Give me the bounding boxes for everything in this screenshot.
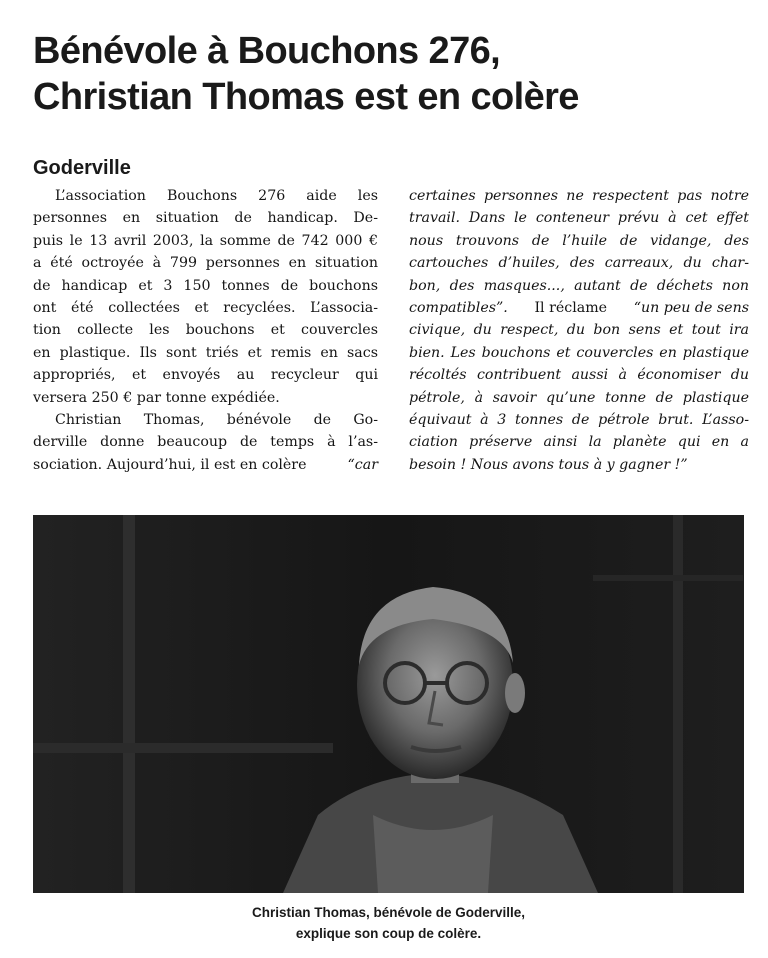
body-line	[33, 454, 378, 476]
body-line: derville donne beaucoup de temps à l’as-	[33, 434, 378, 451]
body-line-text: Il réclame	[534, 299, 608, 316]
body-line: de handicap et 3 150 tonnes de bouchons	[33, 277, 378, 294]
headline-line-1: Bénévole à Bouchons 276,	[33, 30, 501, 72]
body-line: cartouches d’huiles, des carreaux, du char-	[409, 255, 749, 272]
body-line-quote-start: “car	[347, 456, 378, 473]
article-body-left-column	[33, 185, 378, 476]
portrait-photo	[33, 515, 744, 893]
body-line: ciation préserve ainsi la planète qui en a	[409, 434, 749, 451]
dateline: Goderville	[33, 157, 131, 179]
body-line: personnes en situation de handicap. De-	[33, 210, 378, 227]
body-line: appropriés, et envoyés au recycleur qui	[33, 367, 378, 384]
body-line: L’association Bouchons 276 aide les	[55, 188, 378, 204]
body-line: en plastique. Ils sont triés et remis en sacs	[33, 344, 378, 361]
body-line: récoltés contribuent aussi à économiser du	[409, 367, 749, 384]
photo-caption	[33, 902, 744, 944]
body-line: bien. Les bouchons et couvercles en plastique	[409, 344, 749, 361]
body-line-quote-start: “un peu de sens	[633, 299, 749, 316]
body-line: travail. Dans le conteneur prévu à cet effet	[409, 210, 749, 227]
body-line: pétrole, à savoir qu’une tonne de plastique	[409, 389, 749, 406]
body-line: Christian Thomas, bénévole de Go-	[55, 411, 378, 428]
headline	[33, 28, 733, 120]
body-line: certaines personnes ne respectent pas notre	[409, 188, 749, 204]
caption-line-2: explique son coup de colère.	[295, 926, 482, 941]
body-line: puis le 13 avril 2003, la somme de 742 000 €	[33, 232, 378, 249]
body-line: bon, des masques..., autant de déchets non	[409, 277, 749, 294]
body-line: besoin ! Nous avons tous à y gagner !”	[409, 456, 688, 473]
body-line: nous trouvons de l’huile de vidange, des	[409, 232, 749, 249]
article-body-right-column	[409, 185, 749, 476]
body-line: versera 250 € par tonne expédiée.	[33, 389, 280, 406]
body-line: a été octroyée à 799 personnes en situation	[33, 255, 378, 272]
body-line-quote-end: compatibles”.	[409, 299, 508, 316]
body-line: équivaut à 3 tonnes de pétrole brut. L’asso-	[409, 411, 749, 428]
body-line: civique, du respect, du bon sens et tout ira	[409, 322, 749, 339]
body-line-text: sociation. Aujourd’hui, il est en colère	[33, 456, 307, 473]
body-line	[409, 297, 749, 319]
portrait-photo-icon	[33, 515, 744, 893]
caption-line-1: Christian Thomas, bénévole de Goderville,	[251, 905, 526, 920]
body-line: ont été collectées et recyclées. L’associa-	[33, 299, 378, 316]
body-line: tion collecte les bouchons et couvercles	[33, 322, 378, 339]
headline-line-2: Christian Thomas est en colère	[33, 76, 579, 118]
